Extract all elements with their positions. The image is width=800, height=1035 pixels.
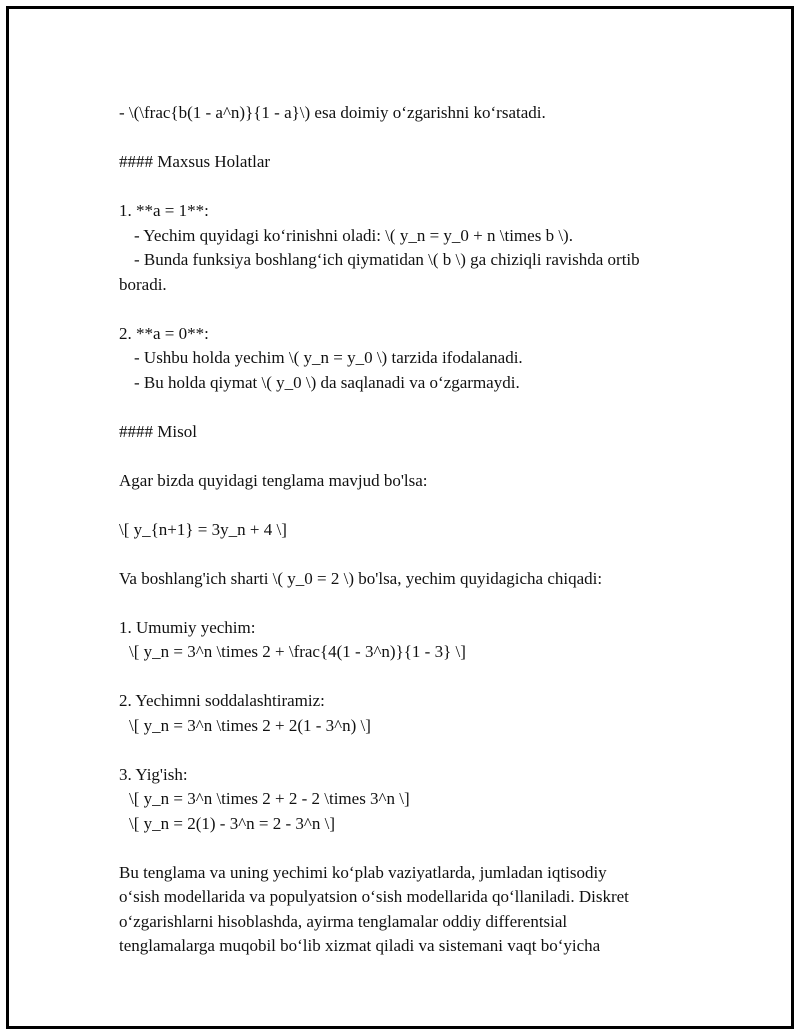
blank-line bbox=[119, 665, 719, 690]
sub-list-item: - Yechim quyidagi ko‘rinishni oladi: \( y_n = y_0 + n \times b \). bbox=[134, 225, 573, 245]
list-item: 1. Umumiy yechim: bbox=[119, 617, 256, 637]
list-item: 1. **a = 1**: bbox=[119, 201, 209, 220]
equation-line: \[ y_{n+1} = 3y_n + 4 \] bbox=[119, 519, 287, 539]
equation-line: \[ y_n = 3^n \times 2 + 2 - 2 \times 3^n \] bbox=[129, 789, 410, 808]
page-frame bbox=[6, 6, 794, 1029]
blank-line bbox=[119, 395, 719, 420]
list-item: 3. Yig'ish: bbox=[119, 764, 188, 784]
text-line: Agar bizda quyidagi tenglama mavjud bo'lsa: bbox=[119, 470, 428, 490]
equation-line: \[ y_n = 2(1) - 3^n = 2 - 3^n \] bbox=[129, 813, 336, 833]
section-heading: #### Maxsus Holatlar bbox=[119, 152, 271, 171]
sub-list-item: - Bu holda qiymat \( y_0 \) da saqlanadi va o‘zgarmaydi. bbox=[134, 372, 520, 392]
blank-line bbox=[119, 175, 719, 200]
text-line: - \(\frac{b(1 - a^n)}{1 - a}\) esa doimiy o‘zgarishni ko‘rsatadi. bbox=[119, 103, 546, 122]
blank-line bbox=[119, 591, 719, 616]
list-item: 2. Yechimni soddalashtiramiz: bbox=[119, 691, 325, 710]
equation-line: \[ y_n = 3^n \times 2 + 2(1 - 3^n) \] bbox=[129, 715, 371, 735]
blank-line bbox=[119, 542, 719, 567]
blank-line bbox=[119, 738, 719, 763]
sub-list-item: - Ushbu holda yechim \( y_n = y_0 \) tarzida ifodalanadi. bbox=[134, 348, 523, 367]
paragraph-line: o‘sish modellarida va populyatsion o‘sish modellarida qo‘llaniladi. Diskret bbox=[119, 887, 629, 906]
sub-list-item: - Bunda funksiya boshlang‘ich qiymatidan \( b \) ga chiziqli ravishda ortib bbox=[134, 250, 640, 269]
blank-line bbox=[119, 444, 719, 469]
blank-line bbox=[119, 836, 719, 861]
paragraph-line: o‘zgarishlarni hisoblashda, ayirma tenglamalar oddiy differentsial bbox=[119, 911, 568, 931]
document-body bbox=[119, 101, 719, 959]
equation-line: \[ y_n = 3^n \times 2 + \frac{4(1 - 3^n)}{1 - 3} \] bbox=[129, 642, 466, 661]
blank-line bbox=[119, 126, 719, 151]
blank-line bbox=[119, 493, 719, 518]
text-line: Va boshlang'ich sharti \( y_0 = 2 \) bo'lsa, yechim quyidagicha chiqadi: bbox=[119, 568, 603, 588]
list-item: 2. **a = 0**: bbox=[119, 323, 209, 343]
paragraph-line: tenglamalarga muqobil bo‘lib xizmat qiladi va sistemani vaqt bo‘yicha bbox=[119, 936, 601, 955]
blank-line bbox=[119, 297, 719, 322]
section-heading: #### Misol bbox=[119, 421, 197, 441]
paragraph-line: Bu tenglama va uning yechimi ko‘plab vaziyatlarda, jumladan iqtisodiy bbox=[119, 862, 607, 882]
text-line: boradi. bbox=[119, 274, 167, 294]
